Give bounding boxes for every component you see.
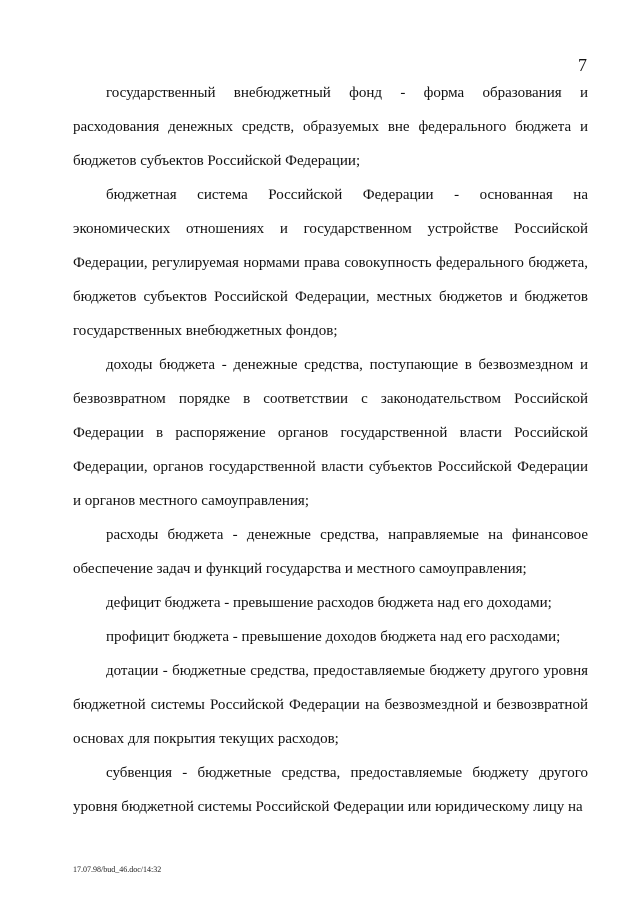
paragraph-budget-deficit: дефицит бюджета - превышение расходов бюджета над его доходами; xyxy=(106,595,552,611)
paragraph-budget-expenditures: расходы бюджета - денежные средства, направляемые на финансовое обеспечение задач и функций государства и местного самоуправления; xyxy=(73,527,588,577)
document-body xyxy=(73,76,588,824)
footer-file-stamp: 17.07.98/bud_46.doc/14:32 xyxy=(73,865,162,874)
paragraph-budget-surplus: профицит бюджета - превышение доходов бюджета над его расходами; xyxy=(106,629,561,645)
paragraph-subvention: субвенция - бюджетные средства, предоставляемые бюджету другого уровня бюджетной системы Российской Федерации или юридическому лицу на xyxy=(73,765,588,815)
paragraph-extrabudgetary-fund: государственный внебюджетный фонд - форма образования и расходования денежных средств, образуемых вне федерального бюджета и бюджетов субъектов Российской Федерации; xyxy=(73,85,588,169)
paragraph-subsidies: дотации - бюджетные средства, предоставляемые бюджету другого уровня бюджетной системы Российской Федерации на безвозмездной и безвозвратной основах для покрытия текущих расходов; xyxy=(73,663,588,747)
paragraph-budget-revenues: доходы бюджета - денежные средства, поступающие в безвозмездном и безвозвратном порядке в соответствии с законодательством Российской Федерации в распоряжение органов государственной власти Российской Федерации, органов государственной власти субъектов Российской Федерации и органов местного самоуправления; xyxy=(73,357,588,509)
paragraph-budget-system: бюджетная система Российской Федерации - основанная на экономических отношениях и государственном устройстве Российской Федерации, регулируемая нормами права совокупность федерального бюджета, бюджетов субъектов Российской Федерации, местных бюджетов и бюджетов государственных внебюджетных фондов; xyxy=(73,187,588,339)
page-number: 7 xyxy=(578,55,587,75)
